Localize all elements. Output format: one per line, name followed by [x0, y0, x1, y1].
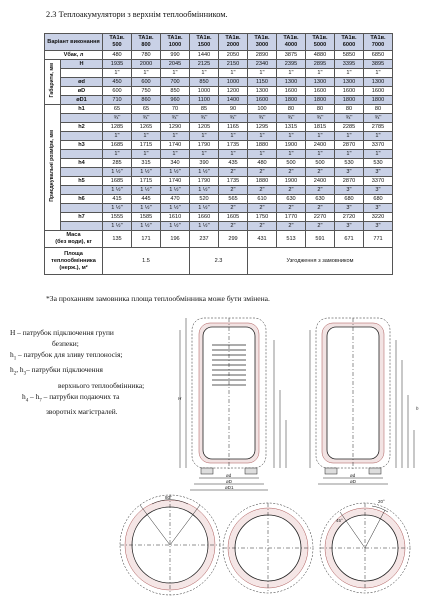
table-cell: 1'' [277, 132, 306, 141]
volume-cell: 1440 [190, 51, 219, 60]
table-cell: 90 [219, 105, 248, 114]
table-cell: 3'' [364, 168, 393, 177]
table-cell: 445 [132, 195, 161, 204]
label-angle-45: 45° [336, 518, 343, 523]
table-cell: 80 [364, 105, 393, 114]
section-heading: 2.3 Теплоакумулятори з верхнім теплообмінником. [46, 10, 228, 19]
row-label: øD1 [61, 96, 103, 105]
table-cell: 1'' [103, 150, 132, 159]
table-cell: 80 [335, 105, 364, 114]
table-cell: 3'' [335, 168, 364, 177]
table-cell: ¾'' [277, 114, 306, 123]
model-header: TA1в. 500 [103, 34, 132, 51]
table-cell: 710 [103, 96, 132, 105]
table-cell: 85 [190, 105, 219, 114]
table-cell: 1'' [161, 150, 190, 159]
table-cell: 1 ½'' [161, 204, 190, 213]
table-cell: 1610 [161, 213, 190, 222]
table-cell: ¾'' [335, 114, 364, 123]
row-label: h3 [61, 141, 103, 150]
row-label: h6 [61, 195, 103, 204]
table-cell: ¾'' [132, 114, 161, 123]
area-value-c: Узгодження з замовником [248, 248, 393, 275]
area-value-a: 1.5 [103, 248, 190, 275]
table-cell: 2285 [335, 123, 364, 132]
table-cell: 80 [306, 105, 335, 114]
table-cell: 2'' [219, 186, 248, 195]
table-cell: 1'' [161, 132, 190, 141]
table-cell: 600 [132, 78, 161, 87]
table-cell: 1600 [364, 87, 393, 96]
table-cell: ¾'' [248, 114, 277, 123]
table-cell: 1660 [190, 213, 219, 222]
table-cell: ¾'' [190, 114, 219, 123]
table-cell: 1715 [132, 177, 161, 186]
table-cell: 1'' [219, 150, 248, 159]
table-cell: 2000 [132, 60, 161, 69]
table-cell: 960 [161, 96, 190, 105]
label-angle-20: 20° [378, 499, 385, 504]
table-cell: 1'' [306, 69, 335, 78]
table-cell: 450 [103, 78, 132, 87]
table-cell: 1'' [190, 150, 219, 159]
table-cell: 1'' [103, 132, 132, 141]
table-cell: 750 [132, 87, 161, 96]
table-cell: 2'' [277, 204, 306, 213]
table-cell: 1790 [190, 141, 219, 150]
table-cell: 1740 [161, 141, 190, 150]
volume-cell: 480 [103, 51, 132, 60]
table-cell: 1750 [248, 213, 277, 222]
table-cell: 1205 [190, 123, 219, 132]
table-cell: 1'' [335, 150, 364, 159]
table-cell: 2'' [219, 204, 248, 213]
mass-cell: 171 [132, 231, 161, 248]
top-view-2 [223, 503, 313, 593]
table-cell: 2870 [335, 177, 364, 186]
table-cell: 3395 [335, 60, 364, 69]
table-cell: 1'' [219, 132, 248, 141]
table-cell: 1790 [190, 177, 219, 186]
table-cell: 1880 [248, 141, 277, 150]
table-cell: 530 [364, 159, 393, 168]
label-diameter-d-2: ød [350, 473, 356, 478]
table-cell: 2'' [277, 222, 306, 231]
table-cell: 680 [364, 195, 393, 204]
table-cell: 2270 [306, 213, 335, 222]
legend-line-5: верхнього теплообмінника; [58, 380, 145, 390]
table-cell: 1'' [335, 132, 364, 141]
table-cell: 3370 [364, 177, 393, 186]
table-cell: 1'' [306, 132, 335, 141]
table-cell: 1800 [364, 96, 393, 105]
table-cell: ¾'' [161, 114, 190, 123]
model-header: TA1в. 800 [132, 34, 161, 51]
model-header: TA1в. 5000 [306, 34, 335, 51]
table-cell: 1285 [103, 123, 132, 132]
volume-cell: 780 [132, 51, 161, 60]
table-cell: 1300 [248, 87, 277, 96]
label-angle-80: 80° [165, 495, 172, 500]
table-cell: 1315 [277, 123, 306, 132]
table-cell: 1'' [277, 69, 306, 78]
legend-line-3: $h_1$ – патрубок для зливу теплоносія; [10, 350, 123, 362]
table-cell: ¾'' [364, 114, 393, 123]
table-cell: 100 [248, 105, 277, 114]
table-cell: 1'' [248, 132, 277, 141]
table-cell: 2895 [306, 60, 335, 69]
table-cell: 1 ½'' [132, 204, 161, 213]
table-cell: 1800 [277, 96, 306, 105]
table-cell: 2'' [306, 186, 335, 195]
mass-cell: 299 [219, 231, 248, 248]
table-cell: 1'' [132, 69, 161, 78]
row-label: øD [61, 87, 103, 96]
table-cell: 600 [103, 87, 132, 96]
table-cell: 2'' [248, 186, 277, 195]
corner-label: Варіант виконання [45, 34, 103, 51]
table-cell: 2'' [306, 222, 335, 231]
table-cell: 1'' [277, 150, 306, 159]
mass-cell: 135 [103, 231, 132, 248]
table-cell: 1200 [219, 87, 248, 96]
table-cell: 1600 [335, 87, 364, 96]
table-cell: 1'' [132, 132, 161, 141]
mass-label: Маса (без води), кг [45, 231, 103, 248]
table-cell: 1935 [103, 60, 132, 69]
table-cell: 1715 [132, 141, 161, 150]
table-cell: 1 ½'' [132, 222, 161, 231]
table-cell: 1 ½'' [161, 222, 190, 231]
table-cell: 850 [161, 87, 190, 96]
table-cell: 2340 [248, 60, 277, 69]
label-diameter-D-2: øD [350, 479, 356, 484]
table-cell: 1000 [190, 87, 219, 96]
table-cell: 1'' [132, 150, 161, 159]
row-label: h5 [61, 177, 103, 186]
row-label: h7 [61, 213, 103, 222]
table-cell: 2'' [219, 168, 248, 177]
table-cell: 1 ½'' [103, 204, 132, 213]
table-cell: 1'' [248, 69, 277, 78]
table-cell: 65 [132, 105, 161, 114]
table-cell: 70 [161, 105, 190, 114]
table-cell: 530 [335, 159, 364, 168]
table-cell: 80 [277, 105, 306, 114]
mass-cell: 513 [277, 231, 306, 248]
table-cell: 1 ½'' [161, 186, 190, 195]
table-cell: 1'' [103, 69, 132, 78]
table-cell: 1605 [219, 213, 248, 222]
table-cell: 2395 [277, 60, 306, 69]
table-cell: 390 [190, 159, 219, 168]
tank-drawing-section [310, 318, 419, 484]
tank-drawing-coil [178, 318, 286, 490]
volume-cell: 3875 [277, 51, 306, 60]
row-label: H [61, 60, 103, 69]
table-cell: 1'' [190, 132, 219, 141]
table-cell: 3220 [364, 213, 393, 222]
table-cell: 340 [161, 159, 190, 168]
table-cell: 415 [103, 195, 132, 204]
table-cell: 1 ½'' [190, 168, 219, 177]
model-header: TA1в. 4000 [277, 34, 306, 51]
table-cell: 1295 [248, 123, 277, 132]
table-cell: 630 [306, 195, 335, 204]
volume-label: Vбак, л [45, 51, 103, 60]
volume-cell: 5850 [335, 51, 364, 60]
table-cell: 1000 [219, 78, 248, 87]
volume-cell: 6850 [364, 51, 393, 60]
volume-cell: 990 [161, 51, 190, 60]
table-cell: 850 [190, 78, 219, 87]
row-label: h1 [61, 105, 103, 114]
table-cell: 2400 [306, 141, 335, 150]
area-value-b: 2.3 [190, 248, 248, 275]
table-cell: 1740 [161, 177, 190, 186]
label-height-H: H [178, 396, 182, 401]
row-label: h2 [61, 123, 103, 132]
table-cell: 3'' [335, 204, 364, 213]
table-cell: 500 [277, 159, 306, 168]
table-cell: 1880 [248, 177, 277, 186]
table-cell: 65 [103, 105, 132, 114]
table-cell: 480 [248, 159, 277, 168]
table-cell: 315 [132, 159, 161, 168]
table-cell: 1685 [103, 141, 132, 150]
table-cell: 1'' [219, 69, 248, 78]
table-cell: 500 [306, 159, 335, 168]
model-header: TA1в. 2000 [219, 34, 248, 51]
table-cell: 1800 [306, 96, 335, 105]
table-cell: 1600 [306, 87, 335, 96]
table-cell: 3'' [335, 186, 364, 195]
table-cell: 1585 [132, 213, 161, 222]
group-dimensions-label: Габарити, мм [45, 60, 61, 105]
label-height-h: h [416, 406, 419, 411]
label-diameter-D: øD [226, 479, 232, 484]
mass-cell: 671 [335, 231, 364, 248]
model-header: TA1в. 7000 [364, 34, 393, 51]
table-cell: 1 ½'' [190, 204, 219, 213]
table-cell: 1735 [219, 141, 248, 150]
table-cell: 1'' [364, 132, 393, 141]
model-header: TA1в. 3000 [248, 34, 277, 51]
table-cell: 2'' [306, 204, 335, 213]
table-cell: 1300 [277, 78, 306, 87]
table-cell: 700 [161, 78, 190, 87]
legend-line-4: $h_2$, $h_3-$ патрубки підключення [10, 365, 103, 377]
table-cell: 1300 [306, 78, 335, 87]
row-label: h4 [61, 159, 103, 168]
table-cell: 1900 [277, 141, 306, 150]
table-cell: 1165 [219, 123, 248, 132]
table-cell: 1'' [248, 150, 277, 159]
table-cell: 1815 [306, 123, 335, 132]
table-cell: 1685 [103, 177, 132, 186]
table-cell: 1 ½'' [103, 168, 132, 177]
row-label: ød [61, 78, 103, 87]
legend-line-6: $h_4 - h_7$ – патрубки подаючих та [22, 391, 120, 404]
table-cell: 2785 [364, 123, 393, 132]
table-cell: 2125 [190, 60, 219, 69]
table-cell: 3'' [335, 222, 364, 231]
table-cell: 1'' [364, 69, 393, 78]
table-cell: 3'' [364, 204, 393, 213]
mass-cell: 237 [190, 231, 219, 248]
table-cell: 2045 [161, 60, 190, 69]
table-cell: 1600 [277, 87, 306, 96]
table-cell: 3370 [364, 141, 393, 150]
table-cell: 285 [103, 159, 132, 168]
table-cell: 1'' [364, 150, 393, 159]
legend-line-2: безпеки; [52, 339, 79, 348]
table-cell: 1100 [190, 96, 219, 105]
table-cell: 680 [335, 195, 364, 204]
table-cell: 565 [219, 195, 248, 204]
table-cell: 1 ½'' [132, 186, 161, 195]
table-cell: 1735 [219, 177, 248, 186]
table-cell: 3'' [364, 186, 393, 195]
volume-cell: 2050 [219, 51, 248, 60]
volume-cell: 4880 [306, 51, 335, 60]
area-label: Площа теплообмінника (нерж.), м² [45, 248, 103, 275]
table-cell: 1150 [248, 78, 277, 87]
model-header: TA1в. 1500 [190, 34, 219, 51]
table-cell: 3895 [364, 60, 393, 69]
legend-line-1: H – патрубок підключення групи [10, 328, 114, 337]
model-header: TA1в. 1000 [161, 34, 190, 51]
table-cell: 2870 [335, 141, 364, 150]
mass-cell: 591 [306, 231, 335, 248]
table-cell: 1 ½'' [132, 168, 161, 177]
table-cell: 860 [132, 96, 161, 105]
table-cell: 2720 [335, 213, 364, 222]
table-cell: 1 ½'' [161, 168, 190, 177]
table-cell: 1600 [248, 96, 277, 105]
table-cell: 2400 [306, 177, 335, 186]
volume-cell: 2890 [248, 51, 277, 60]
table-cell: 3'' [364, 222, 393, 231]
top-view-3 [320, 499, 410, 593]
table-cell: ¾'' [306, 114, 335, 123]
label-diameter-D1: øD1 [225, 485, 234, 490]
table-cell: ¾'' [219, 114, 248, 123]
footnote: *За проханням замовника площа теплообмінника може бути змінена. [46, 294, 270, 303]
table-cell: 1 ½'' [190, 222, 219, 231]
table-cell: 610 [248, 195, 277, 204]
mass-cell: 196 [161, 231, 190, 248]
table-cell: 1 ½'' [103, 222, 132, 231]
table-cell: 1555 [103, 213, 132, 222]
model-header: TA1в. 6000 [335, 34, 364, 51]
table-cell: 1265 [132, 123, 161, 132]
table-cell: 1800 [335, 96, 364, 105]
table-cell: 1900 [277, 177, 306, 186]
label-diameter-d: ød [226, 473, 232, 478]
table-cell: 2'' [277, 168, 306, 177]
table-cell: 520 [190, 195, 219, 204]
table-cell: 2'' [306, 168, 335, 177]
table-cell: 1290 [161, 123, 190, 132]
table-cell: ¾'' [103, 114, 132, 123]
table-cell: 435 [219, 159, 248, 168]
table-cell: 630 [277, 195, 306, 204]
table-cell: 1'' [306, 150, 335, 159]
table-cell: 2'' [248, 168, 277, 177]
group-connections-label: Приєднувальні розміри, мм [45, 105, 61, 231]
table-cell: 2'' [248, 222, 277, 231]
table-cell: 2'' [248, 204, 277, 213]
table-cell: 1300 [335, 78, 364, 87]
table-cell: 1'' [335, 69, 364, 78]
table-cell: 2150 [219, 60, 248, 69]
top-view-1 [120, 495, 220, 595]
table-cell: 2'' [219, 222, 248, 231]
table-cell: 1400 [219, 96, 248, 105]
table-cell: 470 [161, 195, 190, 204]
table-cell: 1'' [190, 69, 219, 78]
table-cell: 1770 [277, 213, 306, 222]
table-cell: 2'' [277, 186, 306, 195]
legend-line-7: зворотніх магістралей. [46, 407, 118, 417]
mass-cell: 431 [248, 231, 277, 248]
table-cell: 1 ½'' [190, 186, 219, 195]
table-cell: 1 ½'' [103, 186, 132, 195]
mass-cell: 771 [364, 231, 393, 248]
table-cell: 1'' [161, 69, 190, 78]
table-cell: 1300 [364, 78, 393, 87]
